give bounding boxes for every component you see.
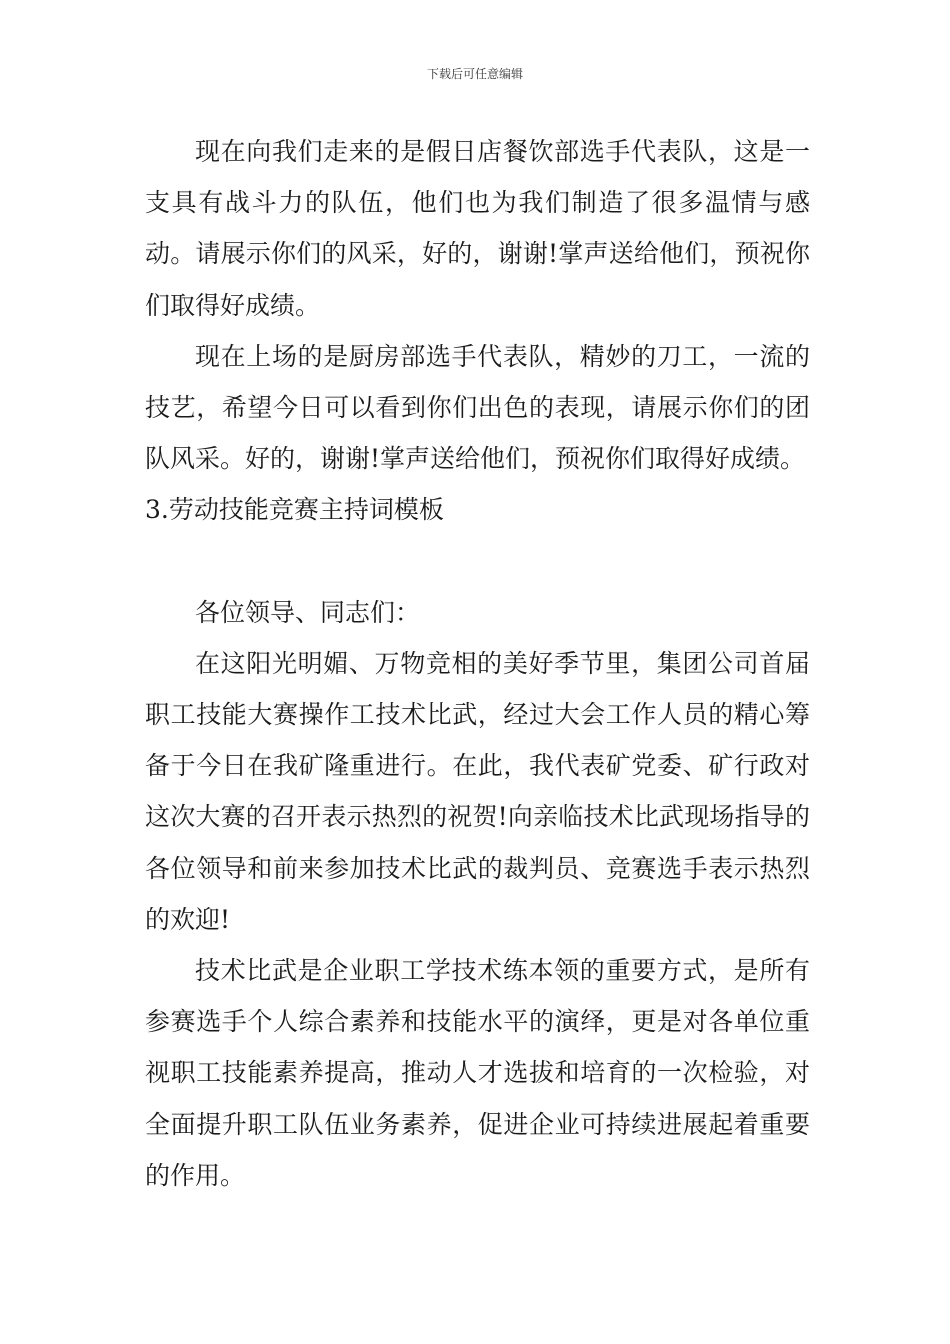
paragraph-4: 技术比武是企业职工学技术练本领的重要方式，是所有参赛选手个人综合素养和技能水平的演绎，更是对各单位重视职工技能素养提高，推动人才选拔和培育的一次检验，对全面提升职工队伍业务素养，促进企业可持续进展起着重要的作用。 bbox=[145, 956, 810, 1190]
section-heading: 3.劳动技能竞赛主持词模板 bbox=[145, 495, 444, 525]
blank-line bbox=[145, 536, 810, 587]
paragraph-2: 现在上场的是厨房部选手代表队，精妙的刀工，一流的技艺，希望今日可以看到你们出色的表现，请展示你们的团队风采。好的，谢谢!掌声送给他们，预祝你们取得好成绩。 bbox=[145, 341, 810, 474]
document-body bbox=[145, 126, 810, 1201]
paragraph-3: 在这阳光明媚、万物竞相的美好季节里，集团公司首届职工技能大赛操作工技术比武，经过大会工作人员的精心筹备于今日在我矿隆重进行。在此，我代表矿党委、矿行政对这次大赛的召开表示热烈的祝贺!向亲临技术比武现场指导的各位领导和前来参加技术比武的裁判员、竞赛选手表示热烈的欢迎! bbox=[145, 648, 810, 934]
page-header: 下载后可任意编辑 bbox=[426, 67, 523, 81]
salutation: 各位领导、同志们： bbox=[195, 597, 421, 627]
paragraph-1: 现在向我们走来的是假日店餐饮部选手代表队，这是一支具有战斗力的队伍，他们也为我们制造了很多温情与感动。请展示你们的风采，好的，谢谢!掌声送给他们，预祝你们取得好成绩。 bbox=[145, 137, 810, 320]
